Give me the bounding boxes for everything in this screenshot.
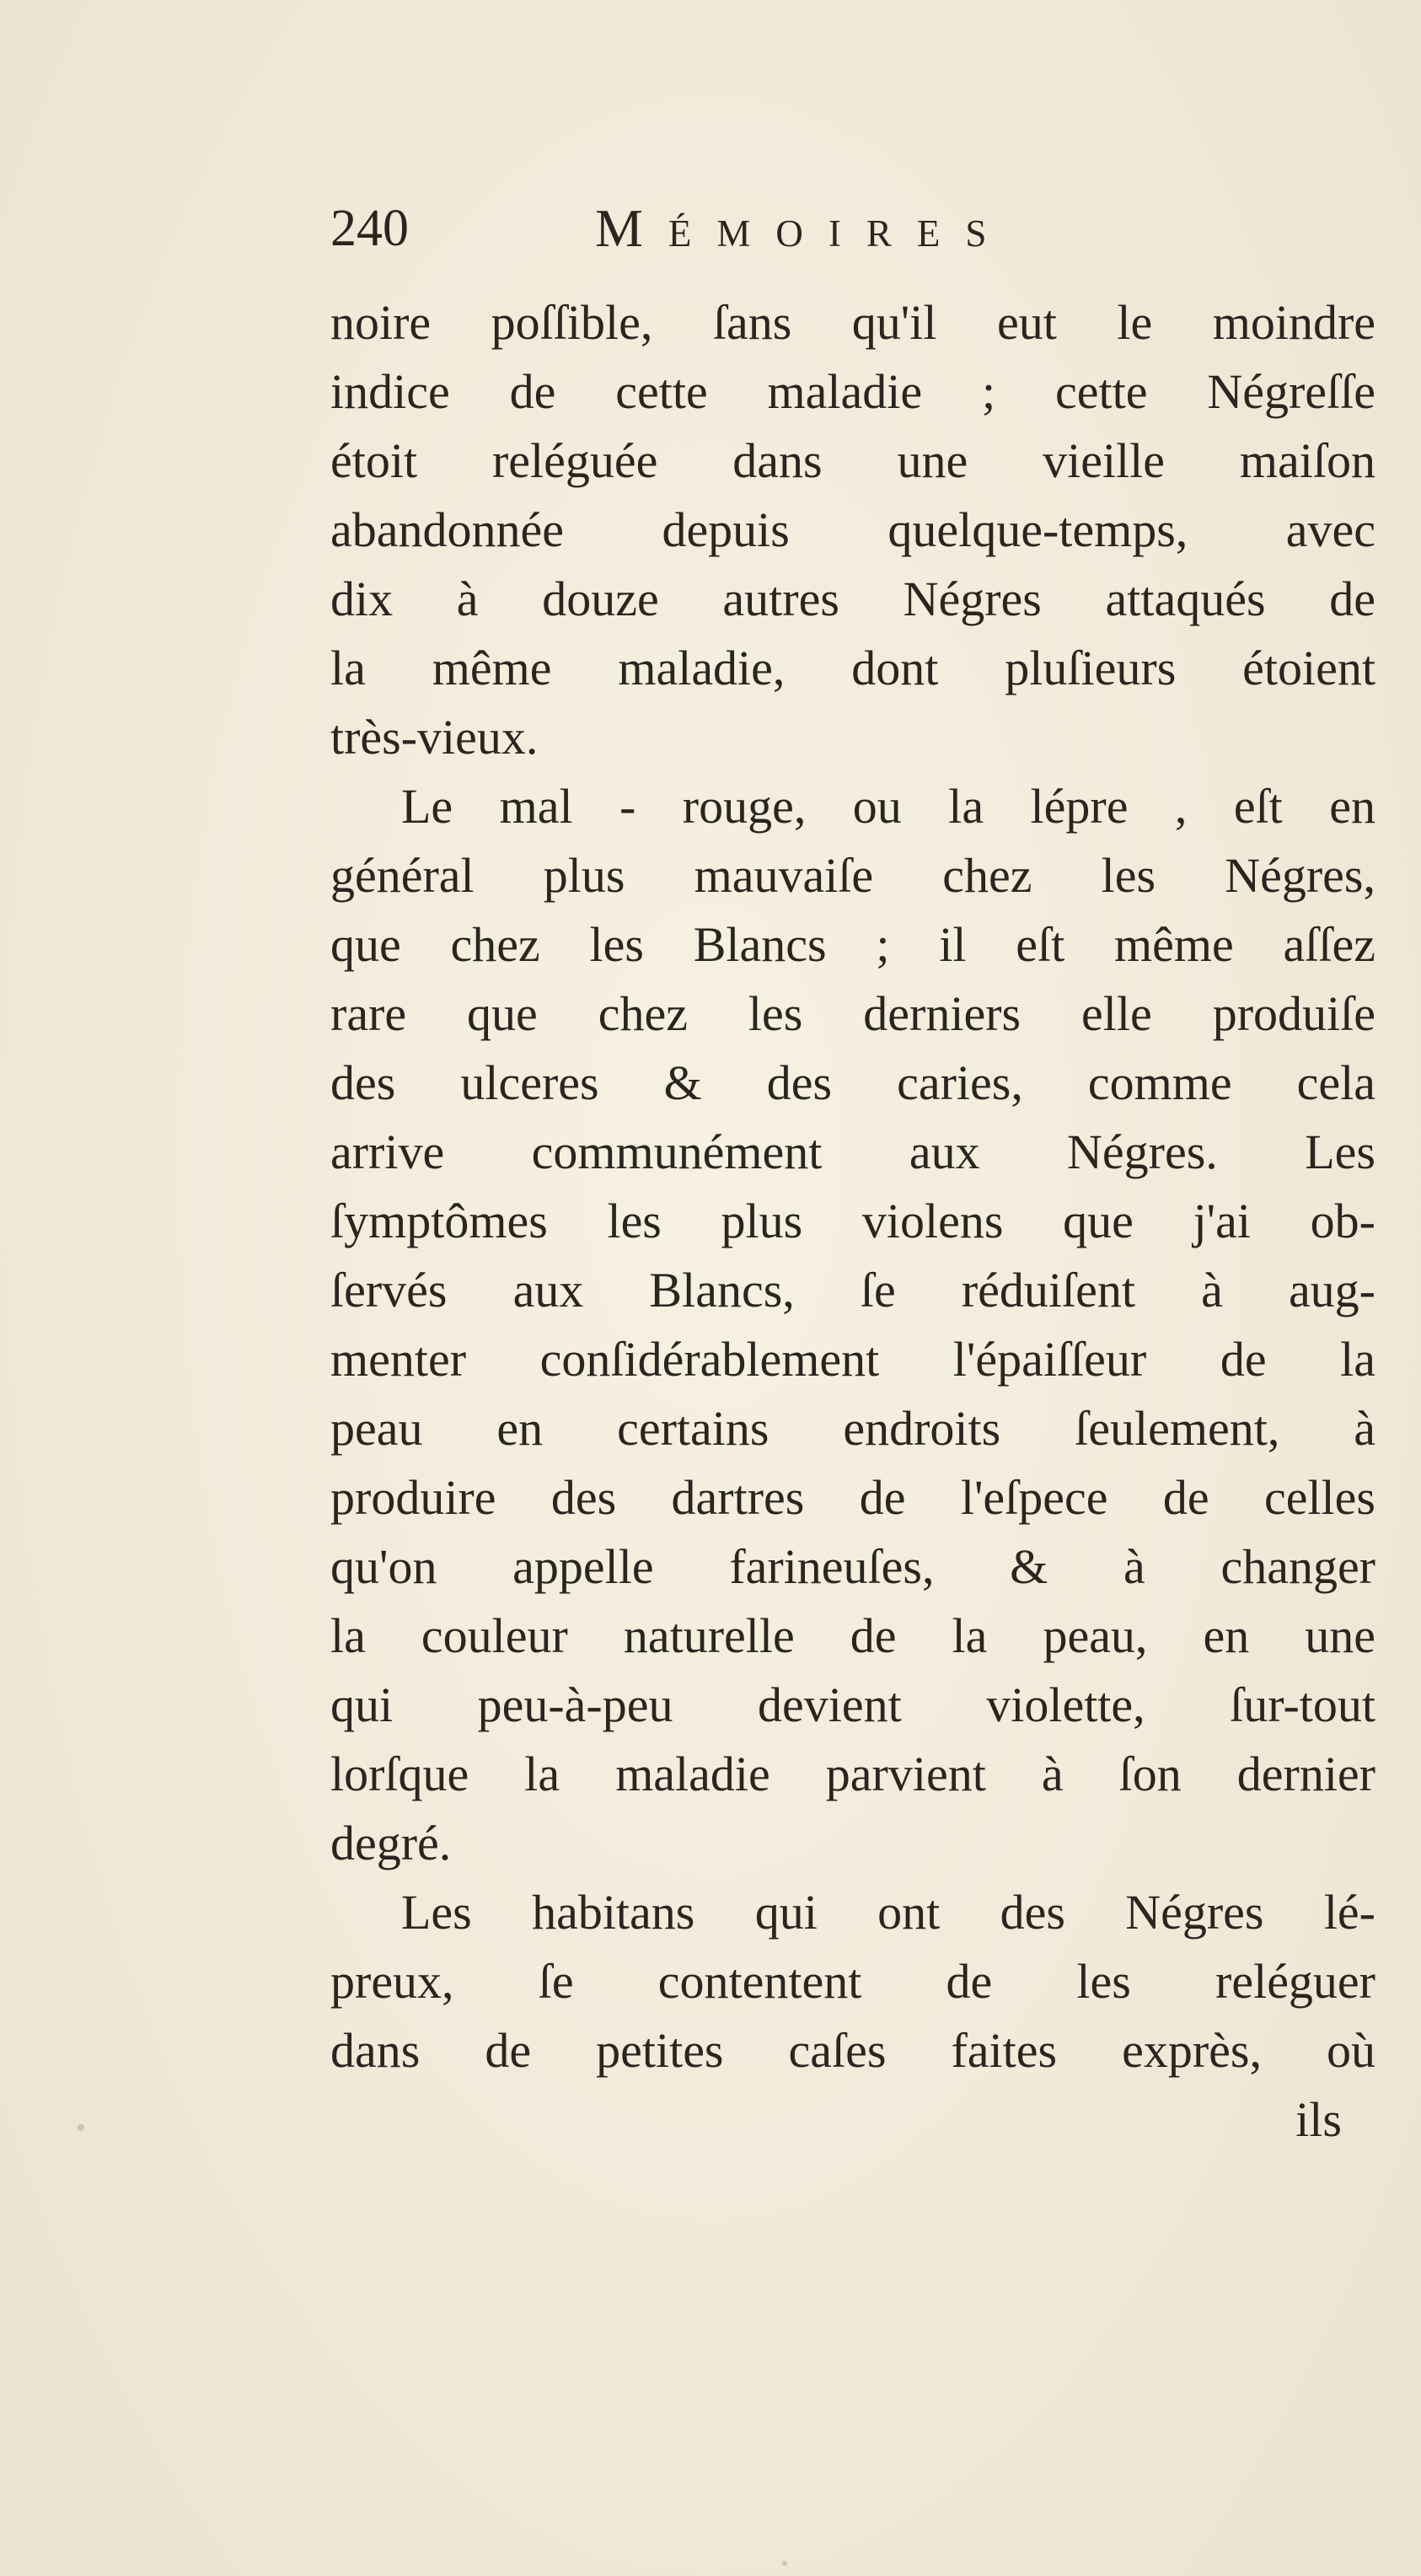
text-line: que chez les Blancs ; il eſt même aſſez: [330, 917, 1375, 972]
text-line: lorſque la maladie parvient à ſon dernier: [330, 1747, 1375, 1801]
text-line: ſervés aux Blancs, ſe réduiſent à aug-: [330, 1263, 1375, 1318]
text-line: très-vieux.: [330, 710, 539, 765]
text-line: dans de petites caſes faites exprès, où: [330, 2023, 1375, 2078]
text-line: peau en certains endroits ſeulement, à: [330, 1401, 1375, 1456]
text-line: qu'on appelle farineuſes, & à changer: [330, 1539, 1375, 1594]
text-line: qui peu-à-peu devient violette, ſur-tout: [330, 1677, 1375, 1732]
text-line: arrive communément aux Négres. Les: [330, 1124, 1375, 1179]
paper-speck: [782, 2561, 787, 2566]
text-line: la couleur naturelle de la peau, en une: [330, 1608, 1375, 1663]
catchword: ils: [1295, 2092, 1342, 2147]
text-line: dix à douze autres Négres attaqués de: [330, 572, 1375, 626]
text-line: produire des dartres de l'eſpece de celles: [330, 1470, 1375, 1525]
text-line: Les habitans qui ont des Négres lé-: [401, 1885, 1375, 1940]
text-line: preux, ſe contentent de les reléguer: [330, 1954, 1375, 2009]
text-line: indice de cette maladie ; cette Négreſſe: [330, 364, 1375, 419]
text-line: la même maladie, dont pluſieurs étoient: [330, 641, 1375, 695]
text-line: général plus mauvaiſe chez les Négres,: [330, 848, 1375, 903]
running-title: Mémoires: [595, 198, 1012, 258]
text-line: degré.: [330, 1816, 452, 1870]
text-line: noire poſſible, ſans qu'il eut le moindre: [330, 295, 1375, 350]
text-line: abandonnée depuis quelque-temps, avec: [330, 502, 1375, 557]
body-text: [330, 288, 1375, 2155]
text-line: étoit reléguée dans une vieille maiſon: [330, 433, 1375, 488]
text-line: menter conſidérablement l'épaiſſeur de la: [330, 1332, 1375, 1387]
text-line: rare que chez les derniers elle produiſe: [330, 986, 1375, 1041]
text-line: Le mal - rouge, ou la lépre , eſt en: [401, 779, 1375, 834]
page-header: [330, 191, 1089, 266]
page-number: 240: [330, 200, 409, 257]
paper-speck: [78, 2124, 84, 2131]
text-line: des ulceres & des caries, comme cela: [330, 1055, 1375, 1110]
text-line: ſymptômes les plus violens que j'ai ob-: [330, 1194, 1375, 1248]
